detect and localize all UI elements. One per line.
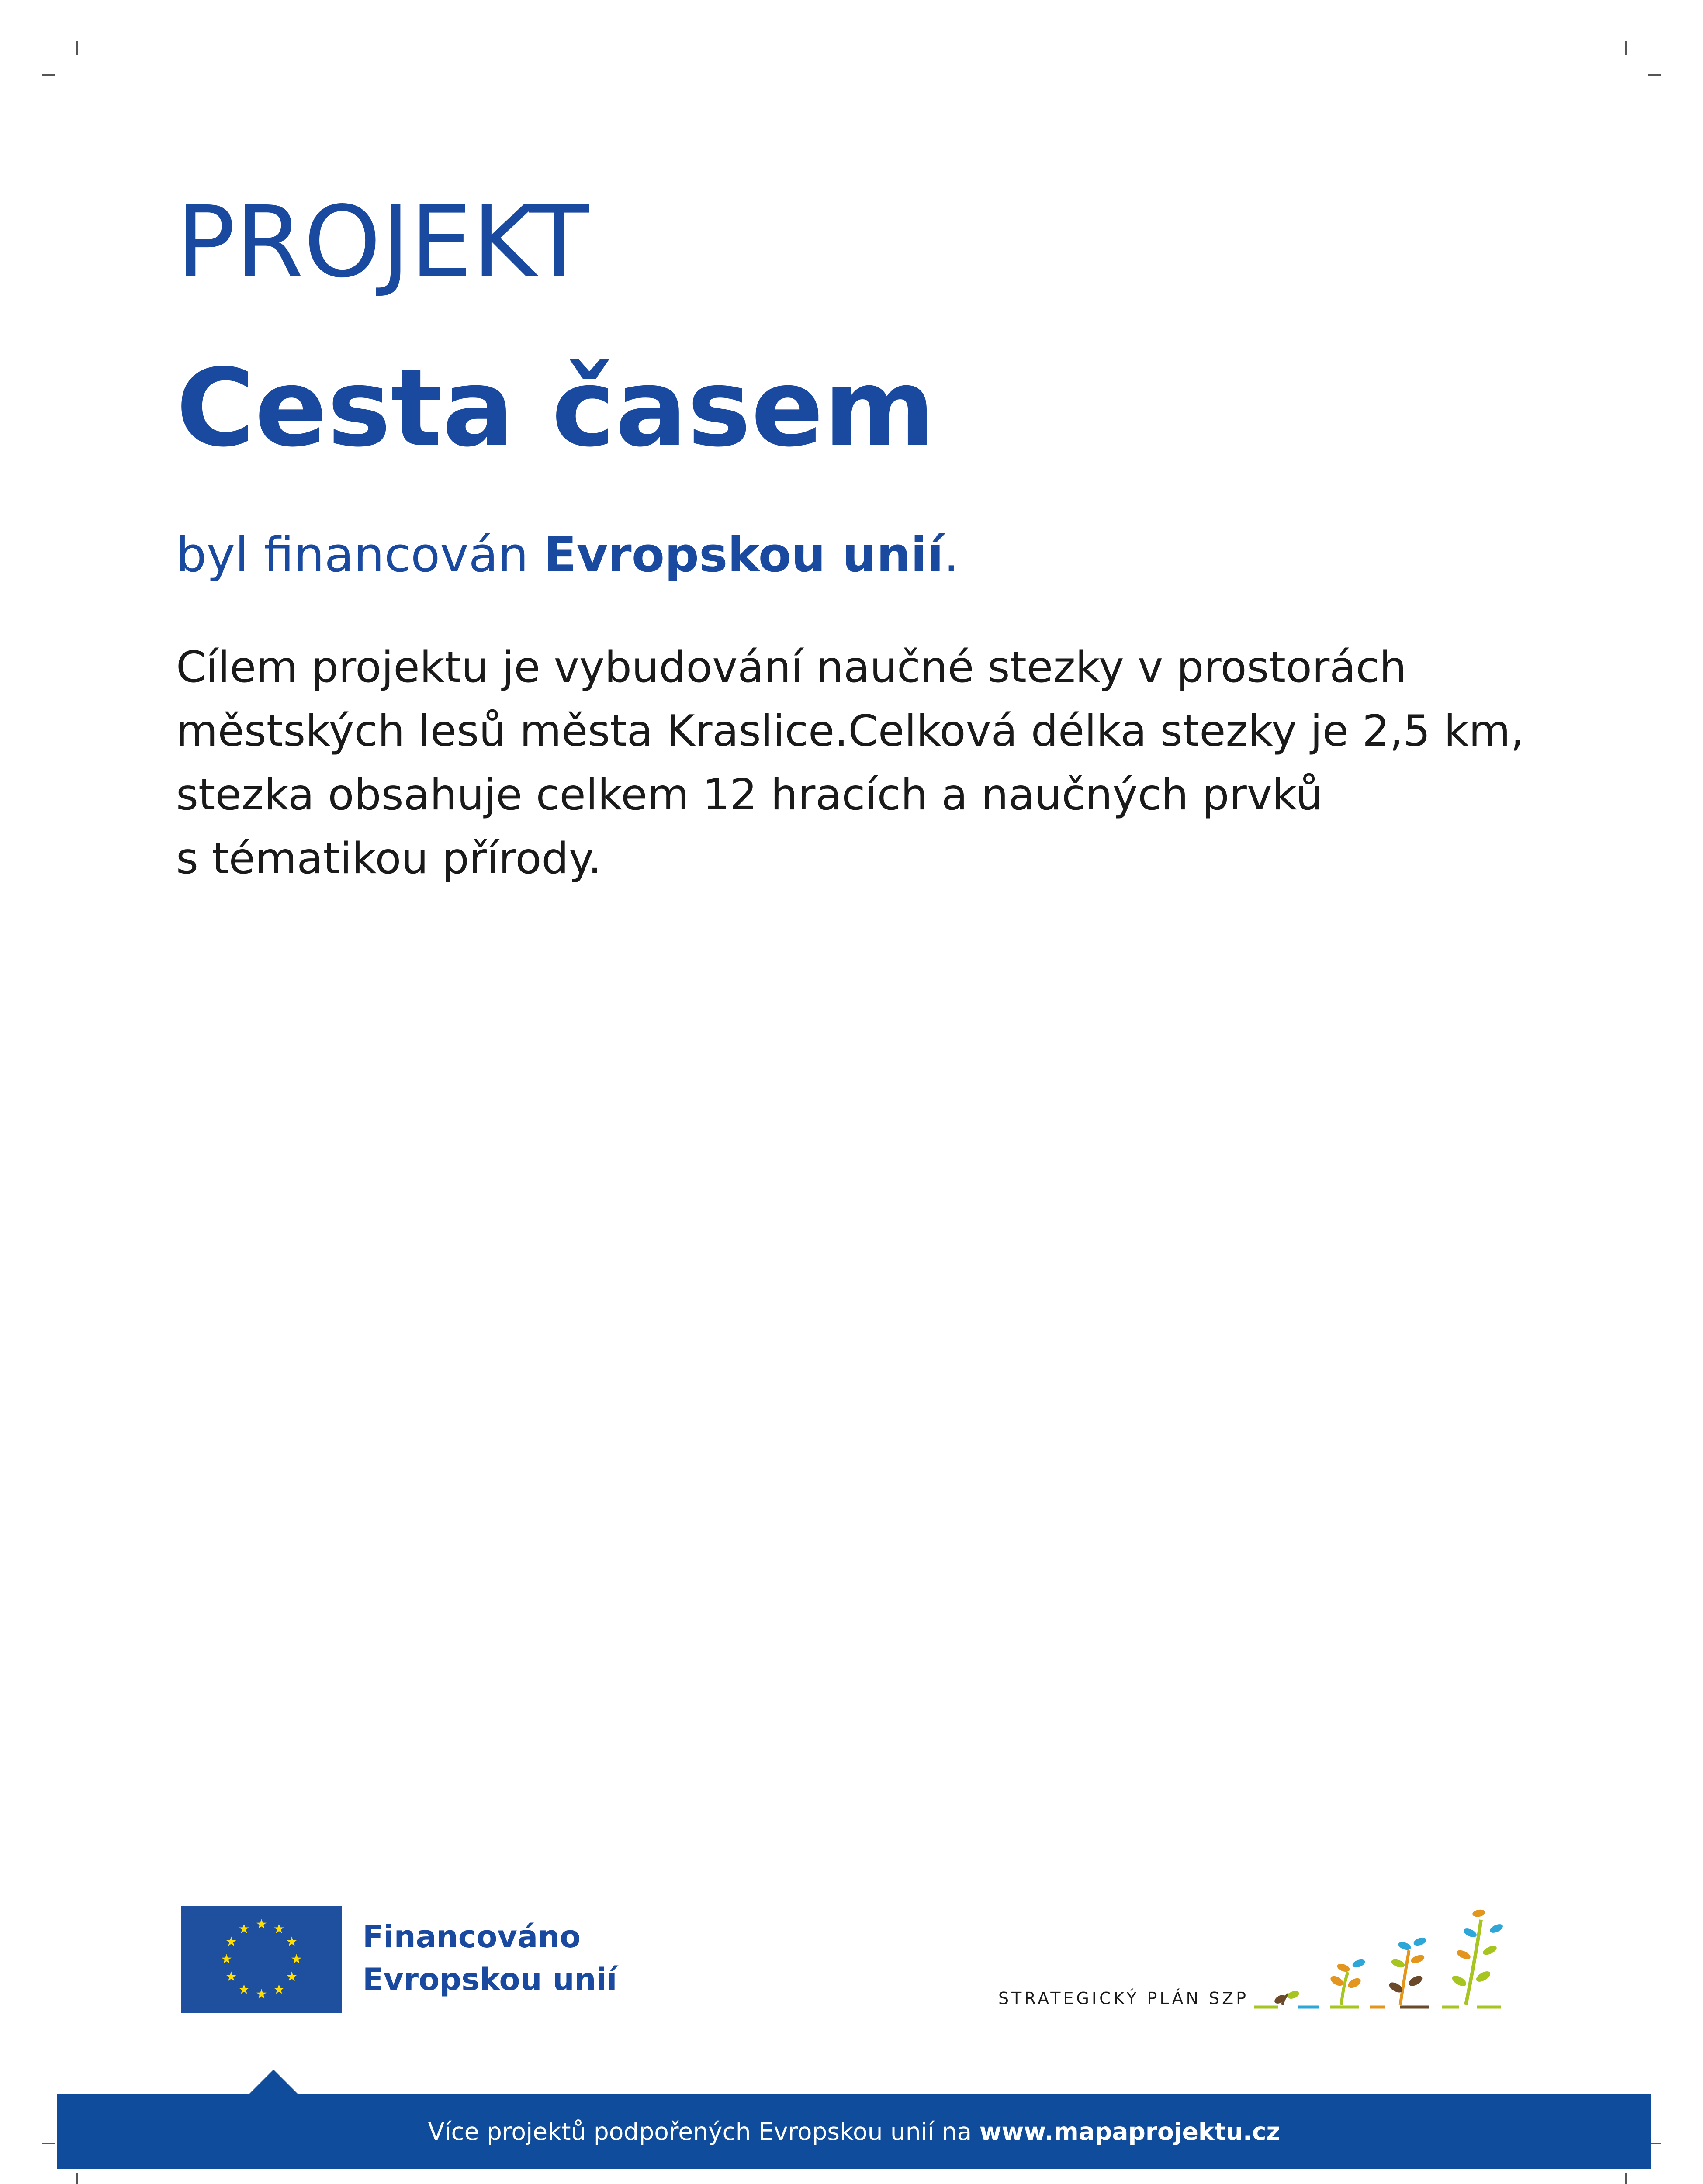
eu-star-icon bbox=[256, 1989, 267, 1999]
eu-star-icon bbox=[274, 1984, 284, 1994]
eu-star-icon bbox=[256, 1919, 267, 1929]
crop-mark bbox=[42, 2143, 55, 2144]
description-line: stezka obsahuje celkem 12 hracích a naučných prvků bbox=[176, 770, 1323, 820]
eu-star-icon bbox=[239, 1924, 249, 1933]
footer-text bbox=[57, 2094, 1651, 2169]
footer-link[interactable]: www.mapaprojektu.cz bbox=[979, 2118, 1281, 2146]
description-line: městských lesů města Kraslice.Celková délka stezky je 2,5 km, bbox=[176, 706, 1524, 756]
description-line: s tématikou přírody. bbox=[176, 834, 602, 884]
funding-prefix: byl financován bbox=[176, 527, 544, 583]
funding-statement bbox=[176, 524, 959, 585]
eu-logo-text bbox=[363, 1915, 617, 2001]
eu-star-icon bbox=[239, 1984, 249, 1994]
eu-star-icon bbox=[226, 1972, 236, 1981]
crop-mark bbox=[42, 74, 55, 76]
szp-logo-icon bbox=[1254, 1902, 1516, 2016]
footer-notch bbox=[248, 2070, 299, 2095]
description-line: Cílem projektu je vybudování naučné stezky v prostorách bbox=[176, 643, 1407, 692]
eu-star-icon bbox=[226, 1937, 236, 1946]
szp-logo-text: STRATEGICKÝ PLÁN SZP bbox=[998, 1989, 1249, 2008]
crop-mark bbox=[1648, 74, 1661, 76]
eu-star-icon bbox=[274, 1924, 284, 1933]
project-label: PROJEKT bbox=[176, 185, 589, 300]
project-title: Cesta časem bbox=[176, 346, 935, 470]
eu-logo-line2: Evropskou unií bbox=[363, 1962, 617, 1997]
funding-eu: Evropskou unií bbox=[543, 527, 944, 583]
eu-logo-line1: Financováno bbox=[363, 1919, 581, 1955]
funding-suffix: . bbox=[943, 527, 959, 583]
crop-mark bbox=[76, 41, 78, 55]
project-description bbox=[176, 636, 1574, 891]
eu-star-icon bbox=[291, 1954, 301, 1964]
crop-mark bbox=[1625, 2173, 1627, 2184]
eu-star-icon bbox=[287, 1937, 297, 1946]
eu-star-icon bbox=[287, 1972, 297, 1981]
crop-mark bbox=[76, 2173, 78, 2184]
footer-bar bbox=[57, 2094, 1651, 2169]
eu-flag-icon bbox=[181, 1906, 342, 2013]
footer-prefix: Více projektů podpořených Evropskou unií na bbox=[428, 2118, 980, 2146]
eu-star-icon bbox=[222, 1954, 232, 1964]
crop-mark bbox=[1625, 41, 1627, 55]
